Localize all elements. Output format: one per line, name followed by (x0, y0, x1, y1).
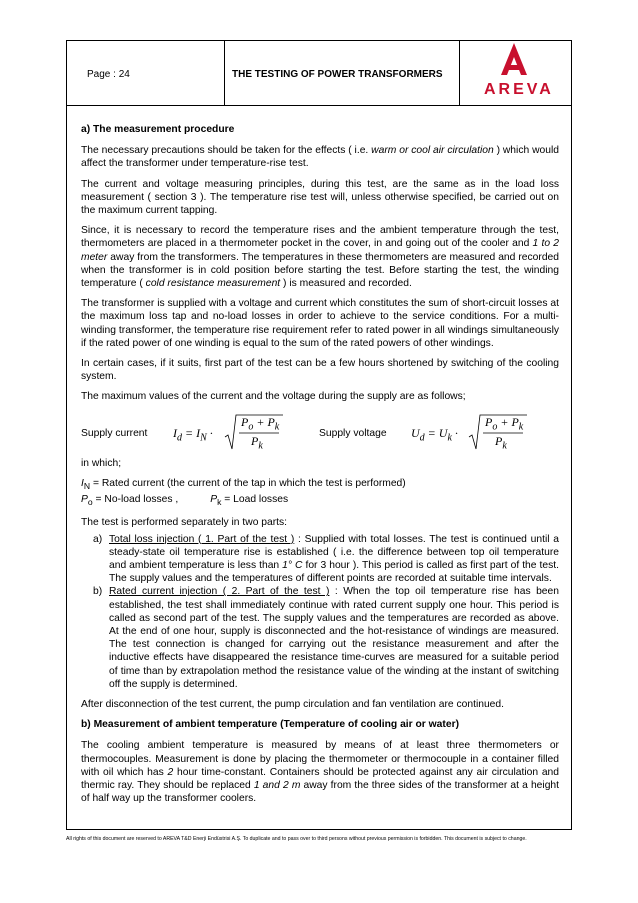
footer-notice: All rights of this document are reserved to AREVA T&D Enerji Endüstrisi A.Ş. To duplicate and to pass over to third persons without previous permission is forbidden. This document is subject to change. (66, 836, 527, 842)
paragraph: In certain cases, if it suits, first part of the test can be a few hours shortened by switching of the cooling system. (81, 358, 559, 383)
section-a-heading: a) The measurement procedure (81, 124, 235, 135)
part-b-title: Rated current injection ( 2. Part of the test ) (109, 586, 330, 598)
part-a-title: Total loss injection ( 1. Part of the test ) (109, 533, 295, 545)
page-frame (66, 40, 572, 830)
list-item: a) Total loss injection ( 1. Part of the test ) : Supplied with total losses. The test is continued until a steady-state oil temperature rise is established ( i.e. the difference between top oil temperature and ambient temperature is less than 1° C for 3 hour ). This period is called as first part of the test. The supply values and the temperatures of different points are recorded at suitable time intervals. (93, 533, 559, 585)
supply-voltage-formula: $U_d = U_k$ · $P_o + P_k$ $P_k$ (411, 411, 541, 453)
definitions (81, 477, 559, 510)
page-label: Page : (87, 69, 116, 80)
paragraph: After disconnection of the test current, the pump circulation and fan ventilation are continued. (81, 699, 504, 710)
test-parts-list (93, 533, 559, 691)
paragraph: The maximum values of the current and the voltage during the supply are as follows; (81, 391, 466, 403)
parts-intro: The test is performed separately in two parts: (81, 517, 288, 529)
section-b-heading: b) Measurement of ambient temperature (Temperature of cooling air or water) (81, 719, 460, 731)
logo-cell (459, 41, 571, 105)
supply-current-formula: $I_d = I_N$ · $P_o + P_k$ $P_k$ (173, 411, 293, 453)
supply-voltage-label: Supply voltage (319, 427, 387, 439)
paragraph: The transformer is supplied with a voltage and current which constitutes the sum of short-circuit losses at the maximum loss tap and no-load losses in order to achieve to the service conditions. For a multi-winding transformer, the temperature rise requirement refer to rated power in all windings simultaneously if the rated power of one winding is equal to the sum of the rated powers of other windings. (81, 298, 559, 349)
list-item: b) Rated current injection ( 2. Part of the test ) : When the top oil temperature rise has been established, the test shall immediately continue with rated current supply one hour. This period is called as second part of the test. The supply values and the temperatures are recorded as above. At the end of one hour, supply is disconnected and the hot-resistance of windings are measured. The test connection is changed for carrying out the resistance measurement and after the inductive effects have disappeared the resistance time-curves are measured for a suitable period of time than by extrapolation method the resistance value of the winding at the instant of switching off the supply is determined. (93, 586, 559, 690)
page-number-cell (67, 41, 225, 105)
document-title: THE TESTING OF POWER TRANSFORMERS (232, 69, 443, 80)
page-number: 24 (118, 69, 130, 80)
page-header (67, 41, 571, 106)
in-which-label: in which; (81, 457, 122, 469)
logo-text: AREVA (484, 81, 554, 98)
title-cell (224, 41, 460, 105)
paragraph: Since, it is necessary to record the temperature rises and the ambient temperature through the test, thermometers are placed in a thermometer pocket in the cover, in and going out of the cooler and 1 to 2 meter away from the transformers. The temperatures in these thermometers are measured and recorded when the transformer is in cold position before starting the test. Before starting the test, the winding temperature ( cold resistance measurement ) is measured and recorded. (81, 225, 560, 290)
definition-rated-current: $I_N$ = Rated current (the current of the tap in which the test is performed) (81, 477, 406, 491)
page-content (81, 123, 559, 812)
paragraph: The cooling ambient temperature is measured by means of at least three thermometers or thermocouples. Measurement is done by placing the thermometer or thermocouple in a container filled with oil which has 2 hour time-constant. Containers should be protected against any air circulation and thermic ray. They should be replaced 1 and 2 m away from the three sides of the transformer at a height of half way up the transformer coolers. (81, 740, 560, 805)
areva-logo-icon (499, 43, 529, 79)
paragraph: The current and voltage measuring principles, during this test, are the same as in the load loss measurement ( section 3 ). The temperature rise test will, unless otherwise specified, be carried out on the maximum current tapping. (81, 178, 559, 217)
supply-formulas (81, 411, 559, 453)
definition-losses: $P_o$ = No-load losses , $P_k$ = Load losses (81, 494, 289, 508)
supply-current-label: Supply current (81, 427, 148, 439)
paragraph: The necessary precautions should be taken for the effects ( i.e. warm or cool air circulation ) which would affect the transformer under temperature-rise test. (81, 145, 559, 170)
